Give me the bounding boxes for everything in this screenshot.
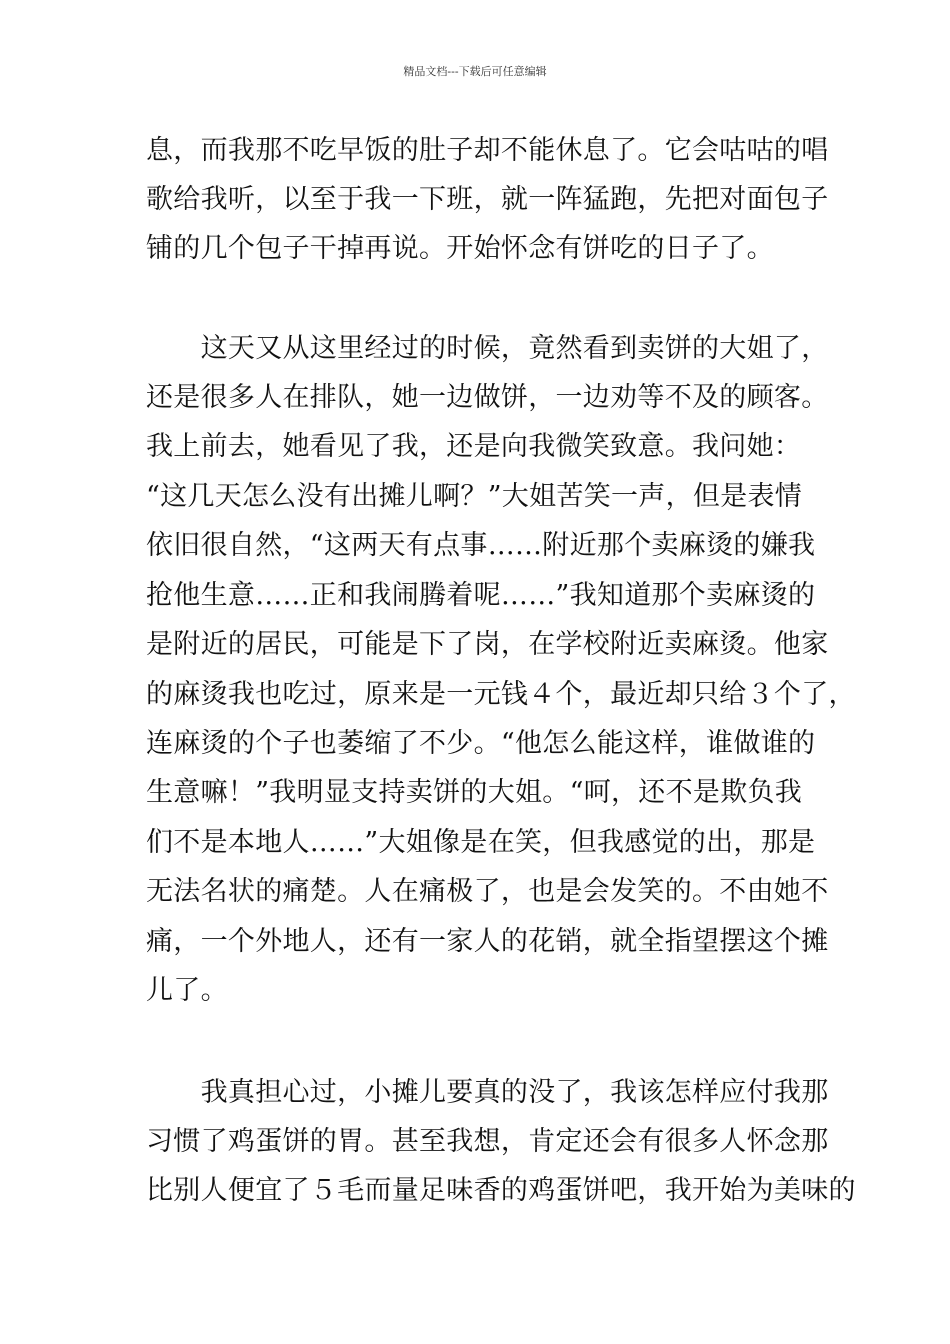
paragraph-2-line-12: 无法名状的痛楚。人在痛极了，也是会发笑的。不由她不 [146, 876, 829, 907]
paragraph-2-line-6: 抢他生意……正和我闹腾着呢……”我知道那个卖麻烫的 [146, 580, 816, 611]
paragraph-2-line-11: 们不是本地人……”大姐像是在笑，但我感觉的出，那是 [146, 827, 816, 858]
paragraph-2-line-9: 连麻烫的个子也萎缩了不少。“他怎么能这样，谁做谁的 [146, 728, 816, 759]
paragraph-2-line-5: 依旧很自然，“这两天有点事……附近那个卖麻烫的嫌我 [146, 530, 816, 561]
paragraph-3-line-2: 习惯了鸡蛋饼的胃。甚至我想，肯定还会有很多人怀念那 [146, 1126, 829, 1157]
paragraph-1-line-2: 歌给我听，以至于我一下班，就一阵猛跑，先把对面包子 [146, 184, 829, 215]
paragraph-2-line-8: 的麻烫我也吃过，原来是一元钱４个，最近却只给３个了， [146, 679, 856, 710]
paragraph-1-line-3: 铺的几个包子干掉再说。开始怀念有饼吃的日子了。 [146, 233, 774, 264]
paragraph-2-line-2: 还是很多人在排队，她一边做饼，一边劝等不及的顾客。 [146, 382, 829, 413]
paragraph-1-line-1: 息，而我那不吃早饭的肚子却不能休息了。它会咕咕的唱 [146, 135, 829, 166]
paragraph-2-line-14: 儿了。 [146, 975, 228, 1006]
paragraph-2-line-1: 这天又从这里经过的时候，竟然看到卖饼的大姐了， [146, 333, 829, 364]
page-header: 精品文档---下载后可任意编辑 [403, 65, 547, 78]
paragraph-2-line-4: “这几天怎么没有出摊儿啊？”大姐苦笑一声，但是表情 [146, 481, 803, 512]
paragraph-2-line-3: 我上前去，她看见了我，还是向我微笑致意。我问她： [146, 431, 802, 462]
paragraph-3-line-3: 比别人便宜了５毛而量足味香的鸡蛋饼吧，我开始为美味的 [146, 1175, 856, 1206]
paragraph-3-line-1: 我真担心过，小摊儿要真的没了，我该怎样应付我那 [146, 1077, 829, 1108]
paragraph-2-line-13: 痛，一个外地人，还有一家人的花销，就全指望摆这个摊 [146, 926, 829, 957]
paragraph-2-line-7: 是附近的居民，可能是下了岗，在学校附近卖麻烫。他家 [146, 629, 829, 660]
paragraph-2-line-10: 生意嘛！”我明显支持卖饼的大姐。“呵，还不是欺负我 [146, 777, 803, 808]
